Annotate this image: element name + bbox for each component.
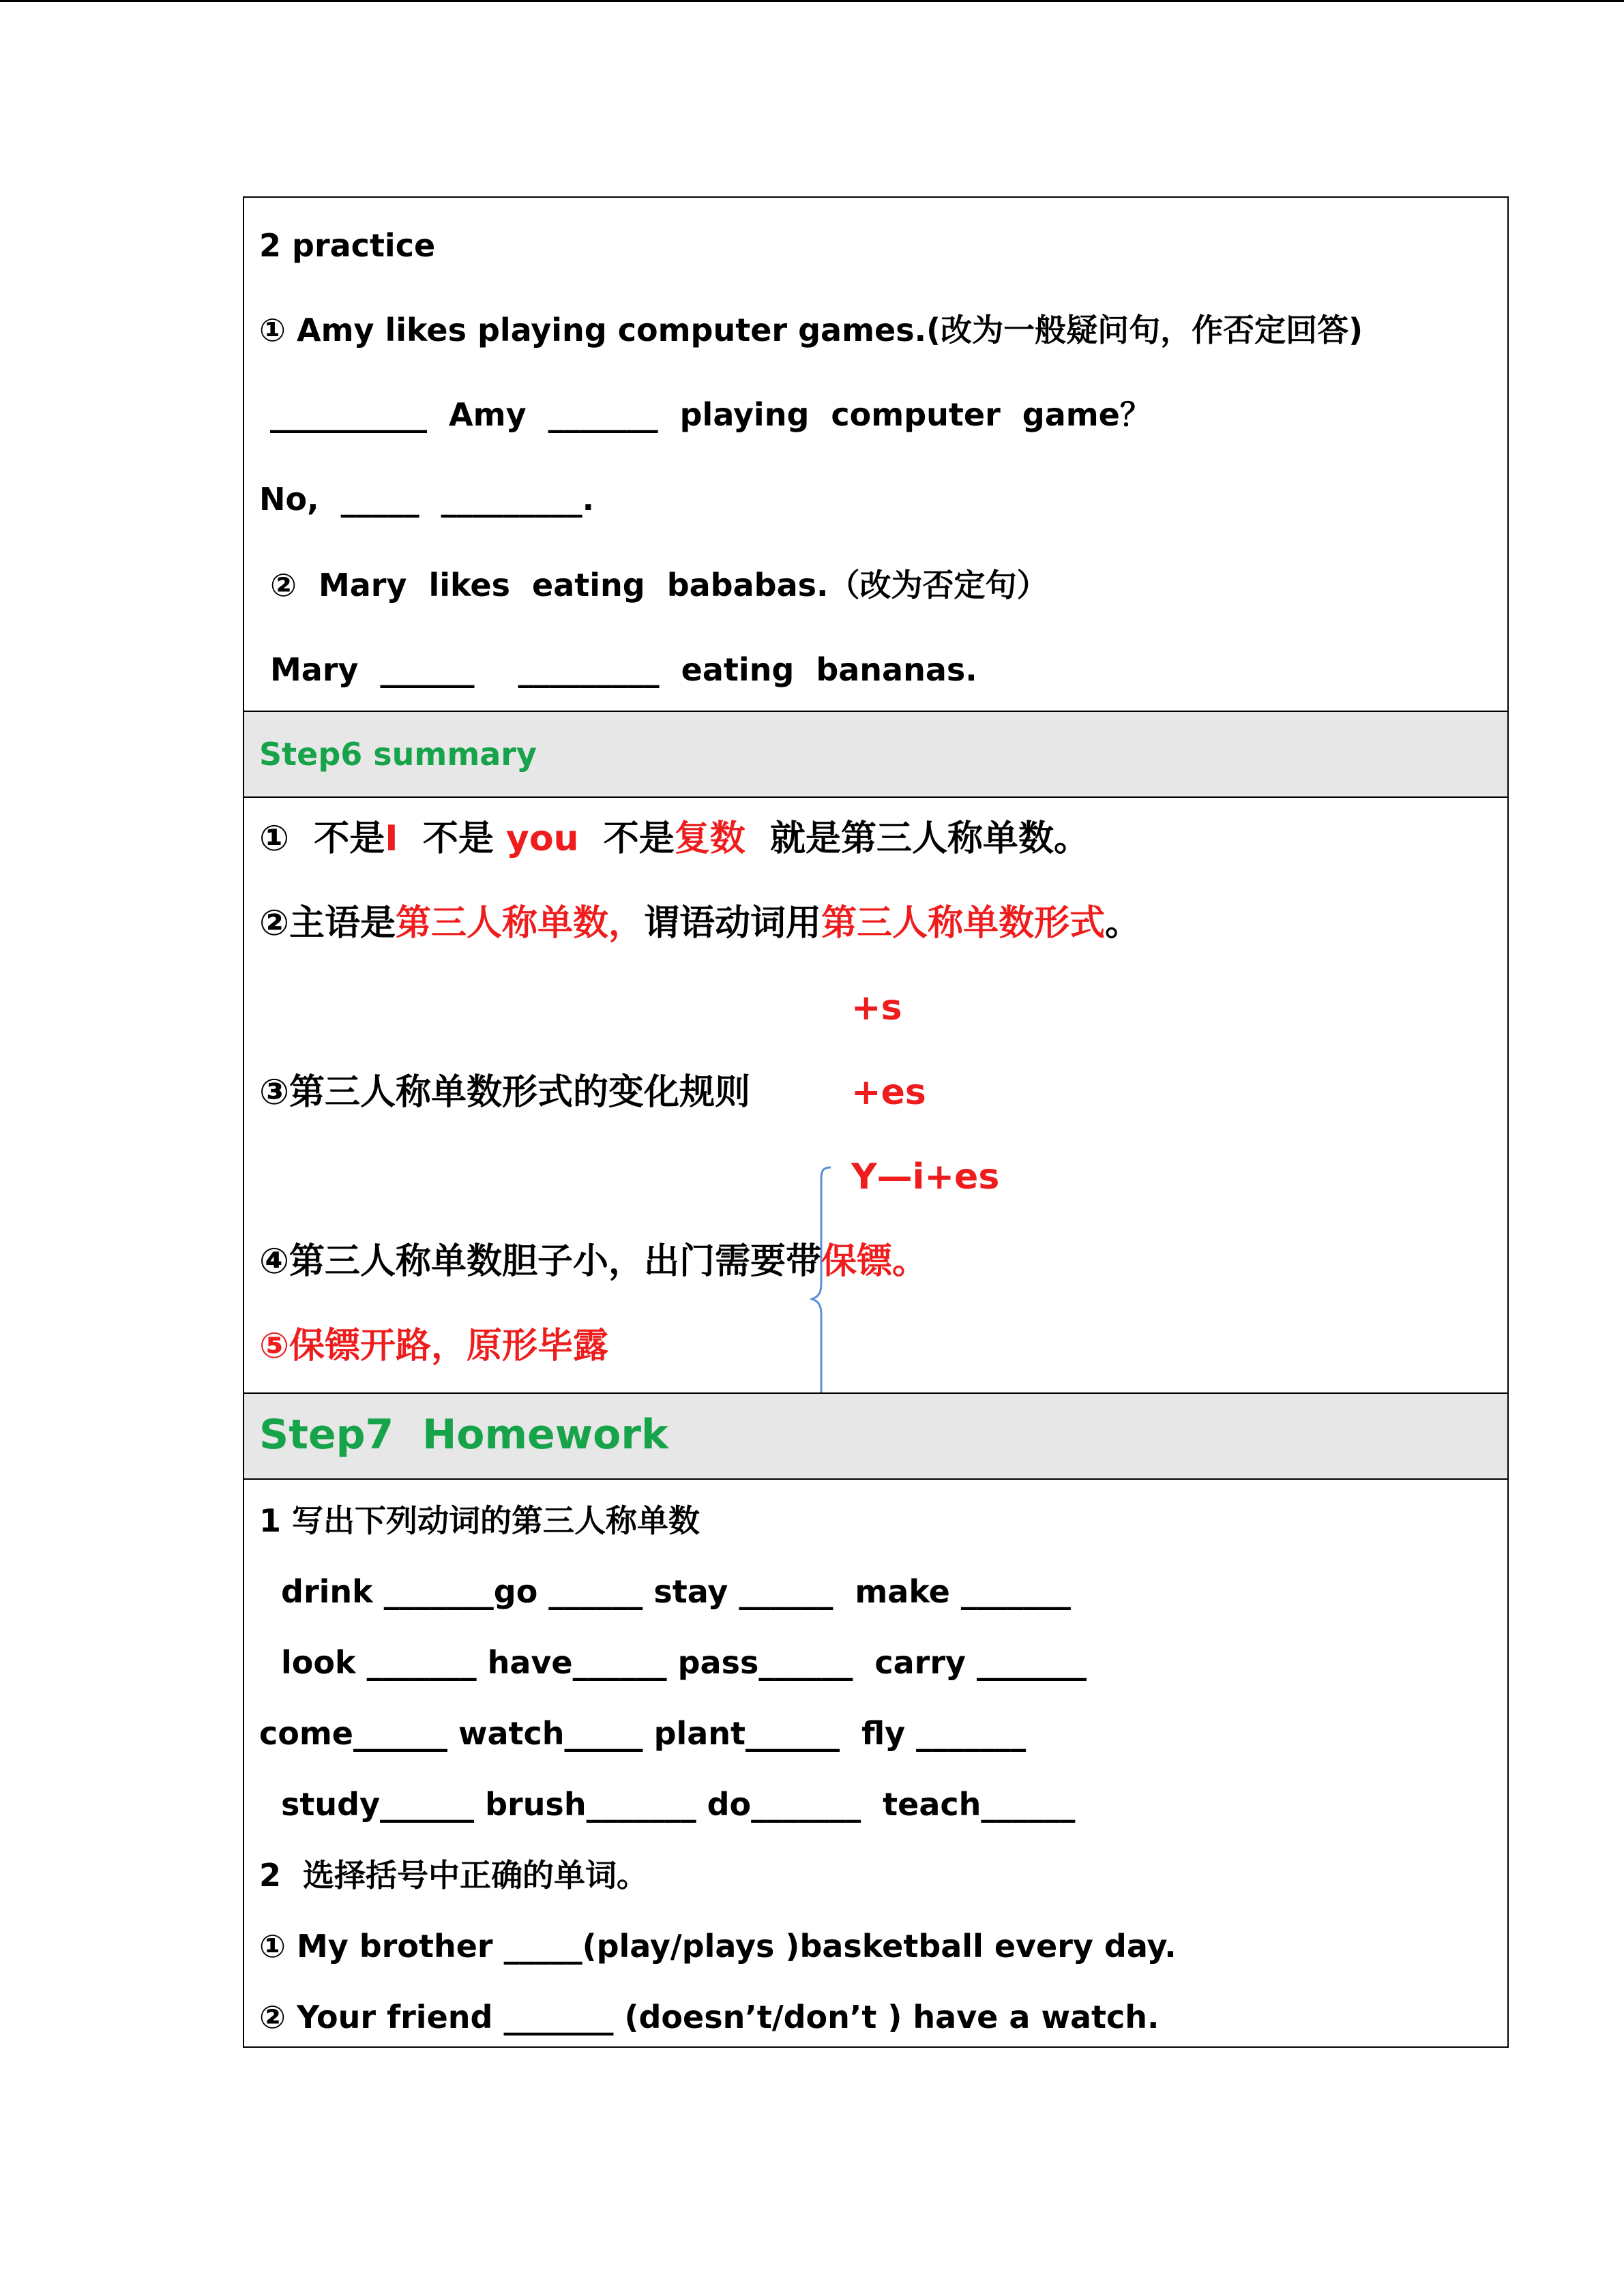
practice-title: 2 practice — [259, 227, 436, 264]
choice-question-2: ② Your friend _______ (doesn’t/don’t ) have a watch. — [259, 1999, 1160, 2036]
summary-header-row — [244, 712, 1507, 796]
homework-task-1: 1 写出下列动词的第三人称单数 — [259, 1502, 700, 1539]
verb-row: look _______ have______ pass______ carry _______ — [259, 1644, 1087, 1681]
rule-1-i: I — [385, 818, 398, 859]
rule-4-highlight: 保镖。 — [821, 1241, 928, 1282]
practice-question-1: ① Amy likes playing computer games.(改为一般疑问句，作否定回答) — [259, 312, 1363, 348]
practice-question-1-answer: No, _____ _________. — [259, 481, 595, 518]
homework-task-2: 2 选择括号中正确的单词。 — [259, 1857, 649, 1894]
homework-title: Step7 Homework — [259, 1411, 668, 1459]
rule-1-text: ① 不是 — [259, 818, 385, 859]
summary-rule-3-option-2: +es — [851, 1072, 926, 1113]
summary-rule-5: ⑤保镖开路，原形毕露 — [259, 1326, 609, 1367]
rule-1-text: 不是 — [578, 818, 675, 859]
homework-body-row — [244, 1480, 1507, 2046]
rule-2-text: 。 — [1105, 903, 1141, 944]
practice-row — [244, 198, 1507, 711]
rule-1-plural: 复数 — [674, 818, 745, 859]
summary-rule-1 — [259, 818, 1089, 859]
lesson-table — [243, 196, 1509, 2048]
choice-question-1: ① My brother _____(play/plays )basketball every day. — [259, 1928, 1177, 1965]
rule-2-highlight: 第三人称单数， — [396, 903, 645, 944]
rule-2-text: 谓语动词用 — [644, 903, 822, 944]
summary-rule-3-option-3: Y—i+es — [851, 1157, 1000, 1197]
verb-row: drink _______go ______ stay ______ make _______ — [259, 1573, 1071, 1610]
rule-1-you: you — [505, 818, 579, 859]
practice-question-2-blank: Mary ______ _________ eating bananas. — [259, 651, 977, 688]
summary-body-row — [244, 798, 1507, 1392]
verb-row: come______ watch_____ plant______ fly _______ — [259, 1715, 1027, 1752]
summary-rule-4 — [259, 1241, 928, 1282]
summary-rule-3-option-1: +s — [851, 987, 902, 1028]
rule-1-text: 就是第三人称单数。 — [745, 818, 1090, 859]
summary-rule-3-label: ③第三人称单数形式的变化规则 — [259, 1072, 751, 1113]
practice-question-1-blank: __________ Amy _______ playing computer game？ — [259, 396, 1151, 433]
rule-4-text: ④第三人称单数胆子小，出门需要带 — [259, 1241, 822, 1282]
summary-rule-2 — [259, 903, 1140, 944]
practice-question-2: ② Mary likes eating bababas.（改为否定句） — [259, 567, 1048, 603]
rule-2-text: ②主语是 — [259, 903, 396, 944]
page-top-rule — [0, 0, 1624, 2]
homework-header-row — [244, 1394, 1507, 1478]
verb-row: study______ brush_______ do_______ teach______ — [259, 1786, 1076, 1823]
summary-title: Step6 summary — [259, 736, 537, 773]
rule-2-highlight: 第三人称单数形式 — [821, 903, 1106, 944]
rule-1-text: 不是 — [398, 818, 506, 859]
